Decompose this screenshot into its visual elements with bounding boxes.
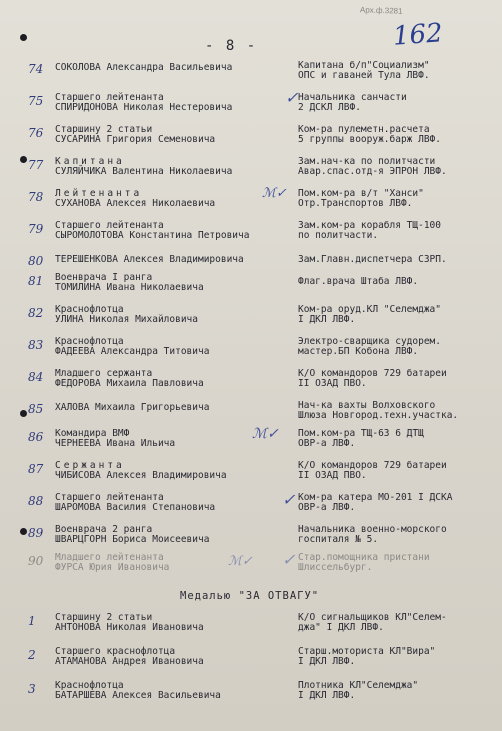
signature-mark-icon: ℳ✓ — [228, 554, 253, 569]
recipient-name: ЧИБИСОВА Алексея Владимировича — [55, 470, 227, 481]
position-line-1: Старш.моториста КЛ"Вира" — [298, 646, 436, 657]
recipient-name: СУСАРИНА Григория Семеновича — [55, 134, 216, 145]
recipient-name: СПИРИДОНОВА Николая Нестеровича — [55, 102, 233, 113]
award-entry — [0, 60, 502, 94]
award-entry — [0, 272, 502, 306]
signature-mark-icon: ℳ✓ — [252, 426, 279, 442]
medal-entry — [0, 612, 502, 646]
entry-number: 81 — [28, 274, 44, 288]
recipient-rank: Краснофлотца — [55, 336, 124, 347]
entry-number: 83 — [28, 338, 44, 352]
award-entry — [0, 304, 502, 338]
recipient-rank: Лейтенанта — [55, 188, 143, 199]
archive-note: Арх.ф.3281 — [359, 5, 403, 16]
recipient-rank: Командира ВМФ — [55, 428, 130, 439]
position-line-1: Нач-ка вахты Волховского — [298, 400, 436, 411]
recipient-rank: Сержанта — [55, 460, 125, 471]
position-line-1: Ком-ра катера МО-201 I ДСКА — [298, 492, 453, 503]
entry-number: 2 — [28, 648, 36, 662]
position-line-1: Плотника КЛ"Селемджа" — [298, 680, 419, 691]
entry-number: 85 — [28, 402, 44, 416]
position-line-1: Пом.ком-ра в/т "Ханси" — [298, 188, 424, 199]
recipient-rank: Старшего краснофлотца — [55, 646, 176, 657]
position-line-2: по политчасти. — [298, 230, 379, 241]
recipient-name: УЛИНА Николая Михайловича — [55, 314, 198, 325]
award-entry — [0, 220, 502, 254]
recipient-name: СУХАНОВА Алексея Николаевича — [55, 198, 216, 209]
award-entry — [0, 428, 502, 462]
handwritten-page-number: 162 — [392, 18, 444, 52]
position-line-1: Зам.нач-ка по политчасти — [298, 156, 436, 167]
recipient-rank: Младшего лейтенанта — [55, 552, 164, 563]
award-entry — [0, 188, 502, 222]
award-entry — [0, 88, 502, 126]
recipient-rank: Старшину 2 статьи — [55, 612, 153, 623]
approval-checkmark-icon: ✓ — [282, 490, 296, 509]
position-line-1: Зам.ком-ра корабля ТЩ-100 — [298, 220, 441, 231]
recipient-name: ШАРОМОВА Василия Степановича — [55, 502, 216, 513]
medal-entry — [0, 680, 502, 714]
position-line-1: Пом.ком-ра ТЩ-63 6 ДТЩ — [298, 428, 424, 439]
entry-number: 78 — [28, 190, 44, 204]
award-entry — [0, 124, 502, 158]
entry-number: 87 — [28, 462, 44, 476]
position-line-1: Электро-сварщика судорем. — [298, 336, 441, 347]
recipient-name: ХАЛОВА Михаила Григорьевича — [55, 402, 210, 413]
binder-hole — [20, 34, 27, 41]
position-line-1: К/О сигнальщиков КЛ"Селем- — [298, 612, 447, 623]
entry-number: 89 — [28, 526, 44, 540]
position-line-1: Ком-ра оруд.КЛ "Селемджа" — [298, 304, 441, 315]
recipient-name: ФАДЕЕВА Александра Титовича — [55, 346, 210, 357]
position-line-2: госпиталя № 5. — [298, 534, 379, 545]
recipient-rank: Военврача I ранга — [55, 272, 153, 283]
position-line-1: Начальника военно-морского — [298, 524, 447, 535]
recipient-name: ТЕРЕШЕНКОВА Алексея Владимировича — [55, 254, 244, 265]
position-line-2: I ДКЛ ЛВФ. — [298, 690, 356, 701]
recipient-name: СУЛЯЙЧИКА Валентина Николаевича — [55, 166, 233, 177]
award-entry — [0, 368, 502, 402]
position-line-1: Капитана б/п"Социализм" — [298, 60, 430, 71]
position-line-2: Шлиссельбург. — [298, 562, 373, 573]
entry-number: 80 — [28, 254, 44, 268]
entry-number: 74 — [28, 62, 44, 76]
recipient-rank: Старшего лейтенанта — [55, 220, 164, 231]
position-line-2: Авар.спас.отд-я ЭПРОН ЛВФ. — [298, 166, 447, 177]
position-line-2: ОВР-а ЛВФ. — [298, 438, 356, 449]
entry-number: 76 — [28, 126, 44, 140]
recipient-name: БАТАРШЕВА Алексея Васильевича — [55, 690, 221, 701]
position-line-2: ОВР-а ЛВФ. — [298, 502, 356, 513]
recipient-rank: Капитана — [55, 156, 125, 167]
section-title: Медалью "ЗА ОТВАГУ" — [180, 590, 320, 602]
recipient-rank: Краснофлотца — [55, 680, 124, 691]
award-entry — [0, 460, 502, 494]
award-entry — [0, 336, 502, 370]
entry-number: 1 — [28, 614, 36, 628]
award-entry — [0, 552, 502, 586]
position-line-2: мастер.БП Кобона ЛВФ. — [298, 346, 419, 357]
recipient-rank: Старшего лейтенанта — [55, 92, 164, 103]
position-line-2: Шлюза Новгород.техн.участка. — [298, 410, 459, 421]
position-line-2: ОПС и гаваней Тула ЛВФ. — [298, 70, 430, 81]
award-entry — [0, 492, 502, 526]
recipient-name: ШВАРЦГОРН Бориса Моисеевича — [55, 534, 210, 545]
position-line-1: К/О командоров 729 батареи — [298, 368, 447, 379]
approval-checkmark-icon: ✓ — [282, 550, 296, 569]
position-line-2: II ОЗАД ПВО. — [298, 470, 367, 481]
position-line-2: 5 группы вооруж.барж ЛВФ. — [298, 134, 441, 145]
recipient-rank: Краснофлотца — [55, 304, 124, 315]
recipient-name: ТОМИЛИНА Ивана Николаевича — [55, 282, 204, 293]
position-line-2: I ДКЛ ЛВФ. — [298, 656, 356, 667]
entry-number: 86 — [28, 430, 44, 444]
entry-number: 3 — [28, 682, 36, 696]
award-entry — [0, 156, 502, 190]
position-line-2: I ДКЛ ЛВФ. — [298, 314, 356, 325]
recipient-name: ЧЕРНЕЕВА Ивана Ильича — [55, 438, 176, 449]
entry-number: 88 — [28, 494, 44, 508]
entry-number: 77 — [28, 158, 44, 172]
recipient-name: СОКОЛОВА Александра Васильевича — [55, 62, 233, 73]
position-line-1: Флаг.врача Штаба ЛВФ. — [298, 276, 419, 287]
recipient-rank: Военврача 2 ранга — [55, 524, 153, 535]
entry-number: 90 — [28, 554, 44, 568]
recipient-name: ФУРСА Юрия Ивановича — [55, 562, 170, 573]
medal-entry — [0, 646, 502, 680]
recipient-rank: Старшину 2 статьи — [55, 124, 153, 135]
entry-number: 75 — [28, 94, 44, 108]
entry-number: 82 — [28, 306, 44, 320]
approval-checkmark-icon: ✓ — [285, 88, 299, 107]
recipient-rank: Старшего лейтенанта — [55, 492, 164, 503]
recipient-name: ФЕДОРОВА Михаила Павловича — [55, 378, 204, 389]
recipient-name: СЫРОМОЛОТОВА Константина Петровича — [55, 230, 250, 241]
recipient-name: АТАМАНОВА Андрея Ивановича — [55, 656, 204, 667]
position-line-2: Отр.Транспортов ЛВФ. — [298, 198, 413, 209]
position-line-1: К/О командоров 729 батареи — [298, 460, 447, 471]
recipient-rank: Младшего сержанта — [55, 368, 153, 379]
position-line-2: II ОЗАД ПВО. — [298, 378, 367, 389]
position-line-2: джа" I ДКЛ ЛВФ. — [298, 622, 384, 633]
position-line-2: 2 ДСКЛ ЛВФ. — [298, 102, 361, 113]
position-line-1: Стар.помощника пристани — [298, 552, 430, 563]
position-line-1: Зам.Главн.диспетчера СЗРП. — [298, 254, 447, 265]
position-line-1: Начальника санчасти — [298, 92, 407, 103]
page-number: - 8 - — [205, 38, 258, 54]
recipient-name: АНТОНОВА Николая Ивановича — [55, 622, 204, 633]
signature-mark-icon: ℳ✓ — [262, 186, 287, 201]
entry-number: 84 — [28, 370, 44, 384]
position-line-1: Ком-ра пулеметн.расчета — [298, 124, 430, 135]
entry-number: 79 — [28, 222, 44, 236]
